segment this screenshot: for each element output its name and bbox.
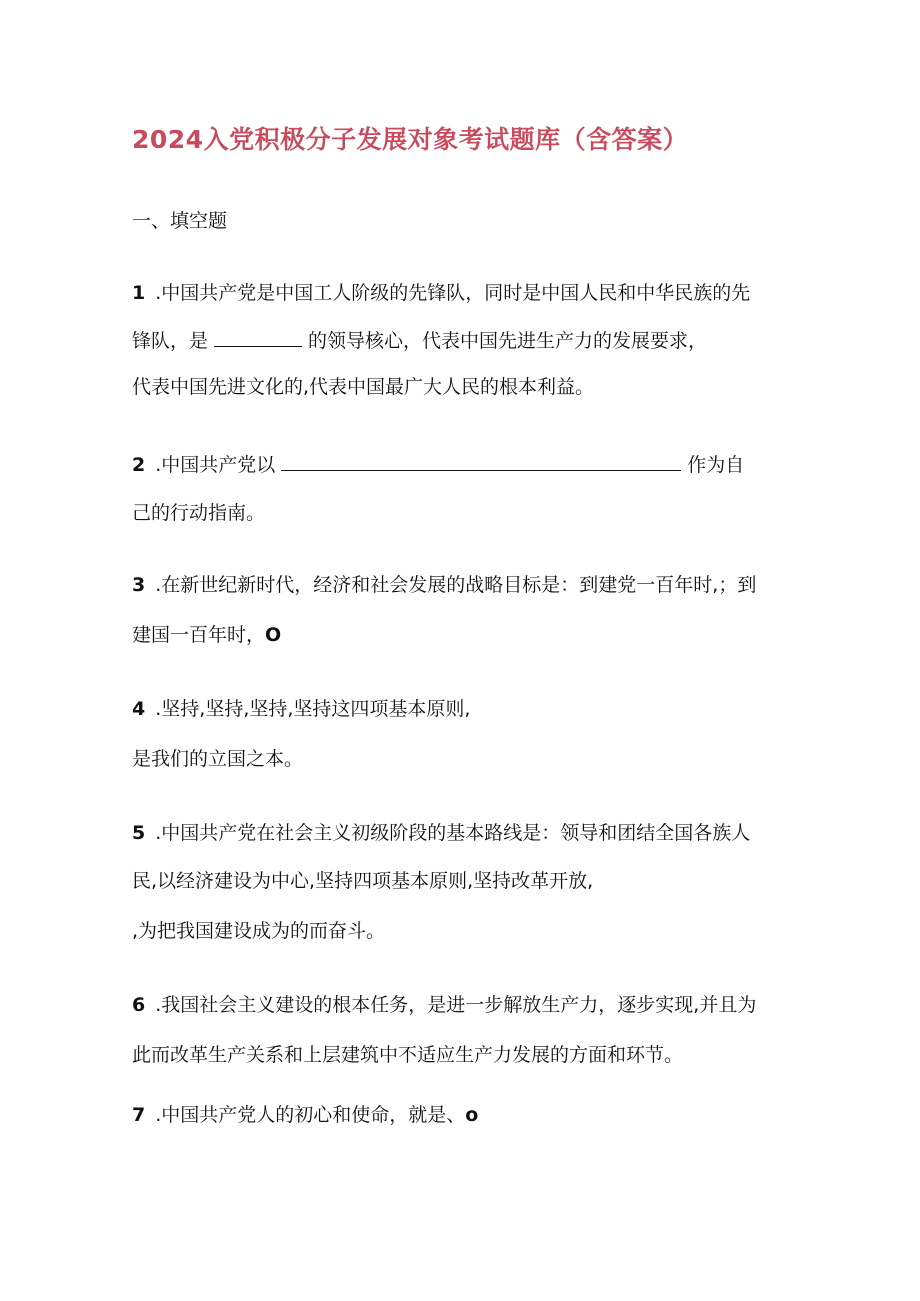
question-1-line-3 xyxy=(132,374,594,400)
question-text: .中国共产党人的初心和使命，就是、 xyxy=(155,1104,466,1126)
question-7-line-1 xyxy=(132,1102,478,1128)
question-5-line-3 xyxy=(132,918,385,944)
question-text: .中国共产党以 xyxy=(155,454,276,476)
question-3-line-2 xyxy=(132,622,281,648)
section-heading: 一、填空题 xyxy=(132,210,228,232)
question-text: 建国一百年时， xyxy=(132,624,266,646)
question-text: 锋队，是 xyxy=(132,330,209,352)
answer-blank xyxy=(214,326,302,347)
question-6-line-1 xyxy=(132,992,756,1018)
question-text: 是我们的立国之本。 xyxy=(132,748,304,770)
question-text: 己的行动指南。 xyxy=(132,502,266,524)
question-text: .中国共产党在社会主义初级阶段的基本路线是：领导和团结全国各族人 xyxy=(155,822,751,844)
question-text: .在新世纪新时代，经济和社会发展的战略目标是：到建党一百年时,；到 xyxy=(155,574,757,596)
question-3-line-1 xyxy=(132,572,756,598)
question-6-line-2 xyxy=(132,1042,683,1068)
question-number: 4 xyxy=(132,698,146,720)
question-2-line-2 xyxy=(132,500,265,526)
question-number: 5 xyxy=(132,822,146,844)
answer-blank xyxy=(281,450,681,471)
question-number: 7 xyxy=(132,1104,146,1126)
question-number: 2 xyxy=(132,454,146,476)
question-number: 6 xyxy=(132,994,146,1016)
question-mark: o xyxy=(465,1104,479,1126)
question-text: 此而改革生产关系和上层建筑中不适应生产力发展的方面和环节。 xyxy=(132,1044,684,1066)
question-5-line-1 xyxy=(132,820,750,846)
question-text: 作为自 xyxy=(687,454,745,476)
question-mark: O xyxy=(265,624,282,646)
question-2-line-1 xyxy=(132,450,744,478)
question-text: ,为把我国建设成为的而奋斗。 xyxy=(132,920,386,942)
document-title: 2024入党积极分子发展对象考试题库（含答案） xyxy=(132,125,689,154)
question-text: .我国社会主义建设的根本任务，是进一步解放生产力，逐步实现,并且为 xyxy=(155,994,757,1016)
question-text: .中国共产党是中国工人阶级的先锋队，同时是中国人民和中华民族的先 xyxy=(155,282,751,304)
question-1-line-1 xyxy=(132,280,750,306)
question-number: 1 xyxy=(132,282,146,304)
question-4-line-1 xyxy=(132,696,470,722)
question-number: 3 xyxy=(132,574,146,596)
question-1-line-2 xyxy=(132,326,707,354)
question-text: 民,以经济建设为中心,坚持四项基本原则,坚持改革开放, xyxy=(132,870,594,892)
question-5-line-2 xyxy=(132,868,593,894)
question-text: 代表中国先进文化的,代表中国最广大人民的根本利益。 xyxy=(132,376,595,398)
question-text: 的领导核心，代表中国先进生产力的发展要求， xyxy=(308,330,708,352)
question-4-line-2 xyxy=(132,746,303,772)
question-text: .坚持,坚持,坚持,坚持这四项基本原则, xyxy=(155,698,471,720)
